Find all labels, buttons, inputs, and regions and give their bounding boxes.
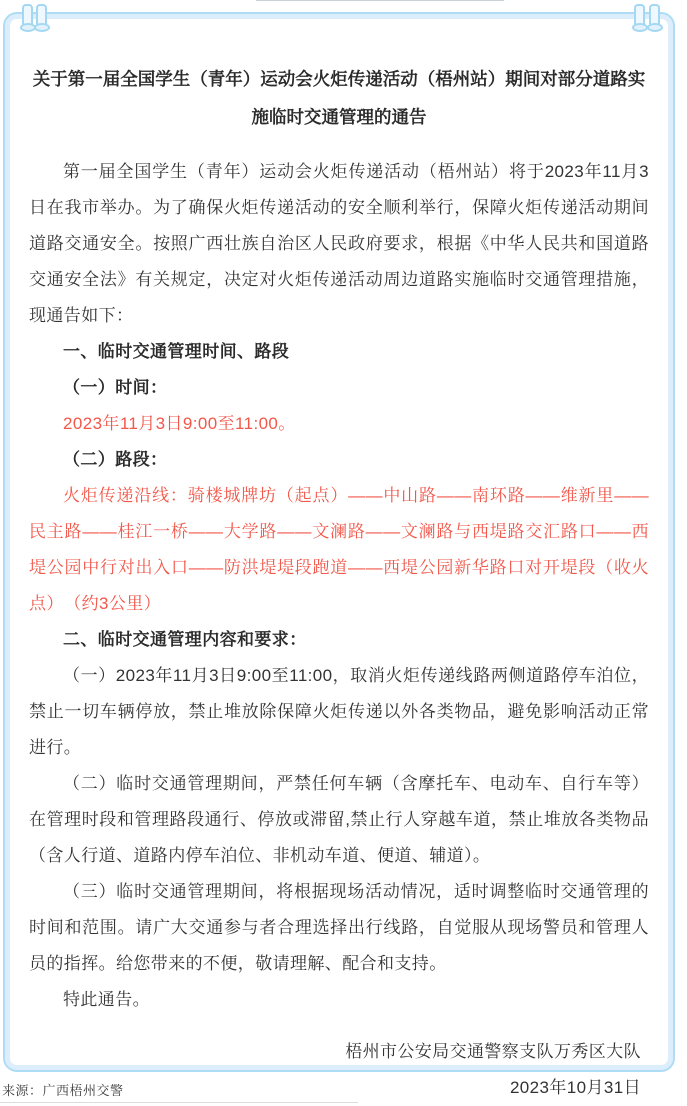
source-label: 来源：广西梧州交警 bbox=[2, 1083, 124, 1098]
notice-title: 关于第一届全国学生（青年）运动会火炬传递活动（梧州站）期间对部分道路实施临时交通管理的通告 bbox=[32, 69, 646, 127]
intro-paragraph: 第一届全国学生（青年）运动会火炬传递活动（梧州站）将于2023年11月3日在我市举办。为了确保火炬传递活动的安全顺利举行，保障火炬传递活动期间道路交通安全。按照广西壮族自治区人民政府要求，根据《中华人民共和国道路交通安全法》有关规定，决定对火炬传递活动周边道路实施临时交通管理措施，现通告如下： bbox=[29, 162, 649, 325]
closing-statement: 特此通告。 bbox=[63, 990, 150, 1009]
binder-pin-icon bbox=[649, 4, 660, 29]
top-divider bbox=[256, 0, 504, 1]
issuer-name: 梧州市公安局交通警察支队万秀区大队 bbox=[345, 1042, 641, 1061]
road-label: （二）路段： bbox=[63, 450, 168, 469]
time-value: 2023年11月3日9:00至11:00。 bbox=[63, 414, 296, 433]
binder-pin-icon bbox=[36, 4, 47, 29]
route-paragraph: 火炬传递沿线：骑楼城牌坊（起点）——中山路——南环路——维新里——民主路——桂江一桥——大学路——文澜路——文澜路与西堤路交汇路口——西堤公园中行对出入口——防洪堤堤段跑道——西堤公园新华路口对开堤段（收火点） （约3公里） bbox=[29, 486, 649, 613]
binder-pin-icon bbox=[634, 4, 645, 29]
rule-paragraph-1: （一）2023年11月3日9:00至11:00，取消火炬传递线路两侧道路停车泊位，禁止一切车辆停放，禁止堆放除保障火炬传递以外各类物品，避免影响活动正常进行。 bbox=[29, 666, 649, 757]
rule-paragraph-3: （三）临时交通管理期间，将根据现场活动情况，适时调整临时交通管理的时间和范围。请广大交通参与者合理选择出行线路，自觉服从现场警员和管理人员的指挥。给您带来的不便，敬请理解、配合和支持。 bbox=[29, 882, 649, 973]
section1-heading: 一、临时交通管理时间、路段 bbox=[63, 342, 290, 361]
binder-pin-icon bbox=[22, 4, 33, 29]
section2-heading: 二、临时交通管理内容和要求： bbox=[63, 630, 307, 649]
rule-paragraph-2: （二）临时交通管理期间，严禁任何车辆（含摩托车、电动车、自行车等）在管理时段和管理路段通行、停放或滞留,禁止行人穿越车道，禁止堆放各类物品（含人行道、道路内停车泊位、非机动车道、便道、辅道）。 bbox=[29, 774, 649, 865]
issue-date: 2023年10月31日 bbox=[509, 1078, 641, 1097]
time-label: （一）时间： bbox=[63, 378, 168, 397]
